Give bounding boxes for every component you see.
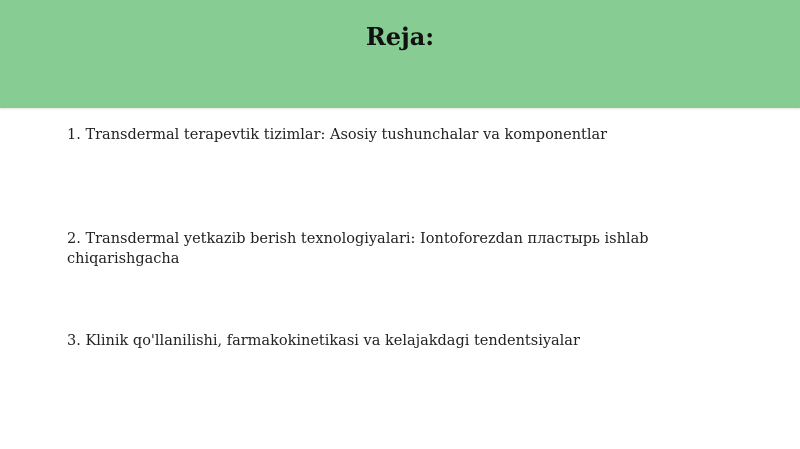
agenda-item-2: 2. Transdermal yetkazib berish texnologiyalari: Iontoforezdan пластырь ishlab chiqarishgacha [67,231,649,267]
agenda-item-3: 3. Klinik qo'llanilishi, farmakokinetikasi va kelajakdagi tendentsiyalar [67,333,580,349]
agenda-item-1: 1. Transdermal terapevtik tizimlar: Asosiy tushunchalar va komponentlar [67,127,608,143]
title-banner [0,0,800,108]
slide-title: Reja: [365,22,435,51]
